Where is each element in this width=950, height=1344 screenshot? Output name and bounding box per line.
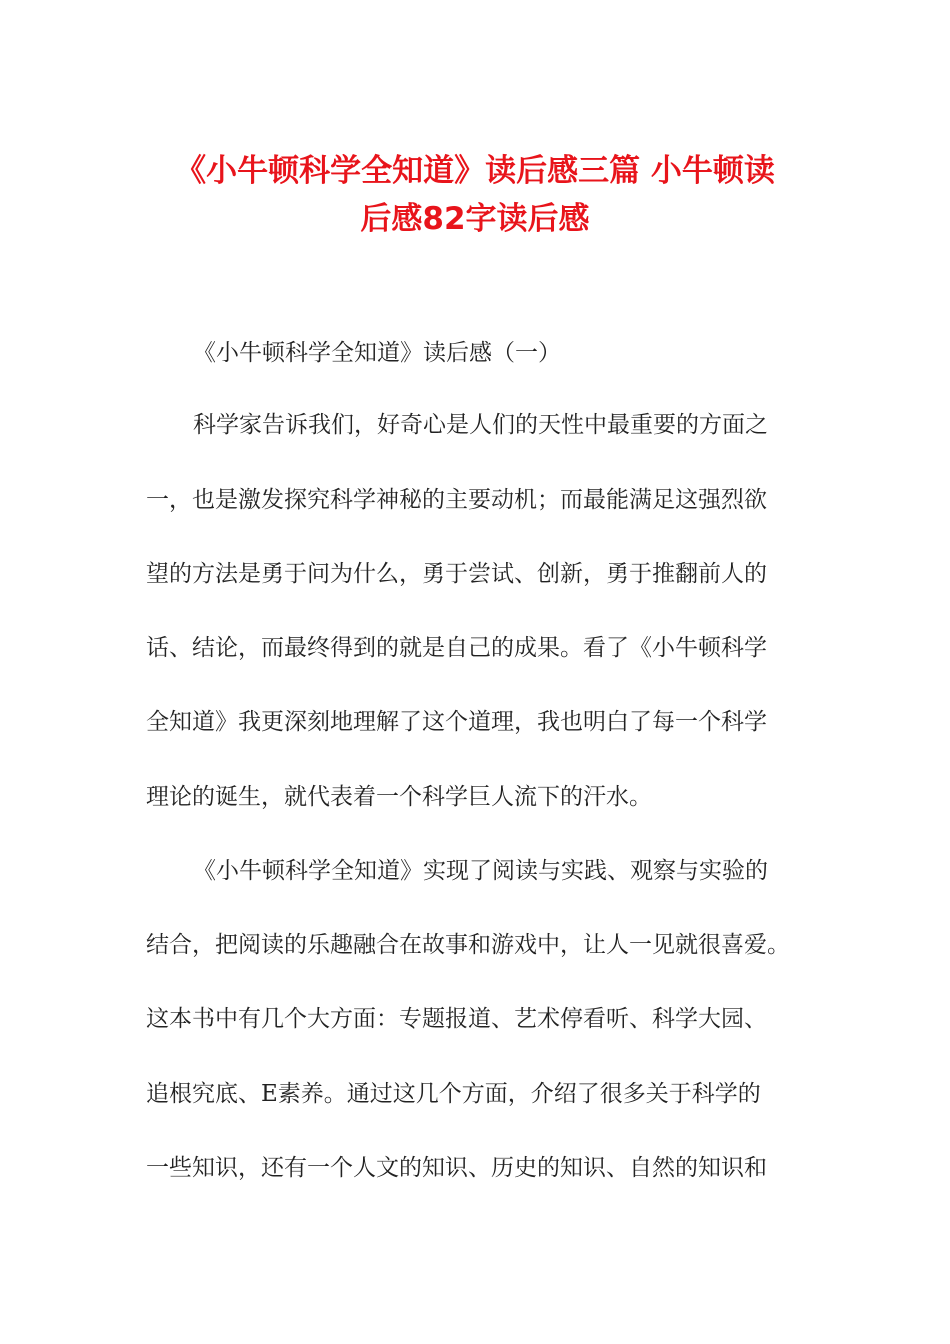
paragraph-line: 话、结论，而最终得到的就是自己的成果。看了《小牛顿科学 bbox=[146, 635, 767, 661]
paragraph-line: 全知道》我更深刻地理解了这个道理，我也明白了每一个科学 bbox=[146, 709, 767, 735]
paragraph-line: 《小牛顿科学全知道》实现了阅读与实践、观察与实验的 bbox=[193, 858, 768, 884]
paragraph-line: 望的方法是勇于问为什么，勇于尝试、创新，勇于推翻前人的 bbox=[146, 561, 767, 587]
document-title-line-1: 《小牛顿科学全知道》读后感三篇 小牛顿读 bbox=[175, 153, 775, 189]
paragraph-line: 理论的诞生，就代表着一个科学巨人流下的汗水。 bbox=[146, 784, 652, 810]
section-heading: 《小牛顿科学全知道》读后感（一） bbox=[193, 340, 561, 366]
document-title-line-2: 后感82字读后感 bbox=[360, 201, 590, 237]
paragraph-line: 一些知识，还有一个人文的知识、历史的知识、自然的知识和 bbox=[146, 1155, 767, 1181]
paragraph-line: 追根究底、E素养。通过这几个方面，介绍了很多关于科学的 bbox=[146, 1081, 761, 1107]
paragraph-line: 结合，把阅读的乐趣融合在故事和游戏中，让人一见就很喜爱。 bbox=[146, 932, 790, 958]
paragraph-line: 科学家告诉我们，好奇心是人们的天性中最重要的方面之 bbox=[193, 412, 768, 438]
paragraph-line: 这本书中有几个大方面：专题报道、艺术停看听、科学大园、 bbox=[146, 1006, 767, 1032]
paragraph-line: 一，也是激发探究科学神秘的主要动机；而最能满足这强烈欲 bbox=[146, 487, 767, 513]
